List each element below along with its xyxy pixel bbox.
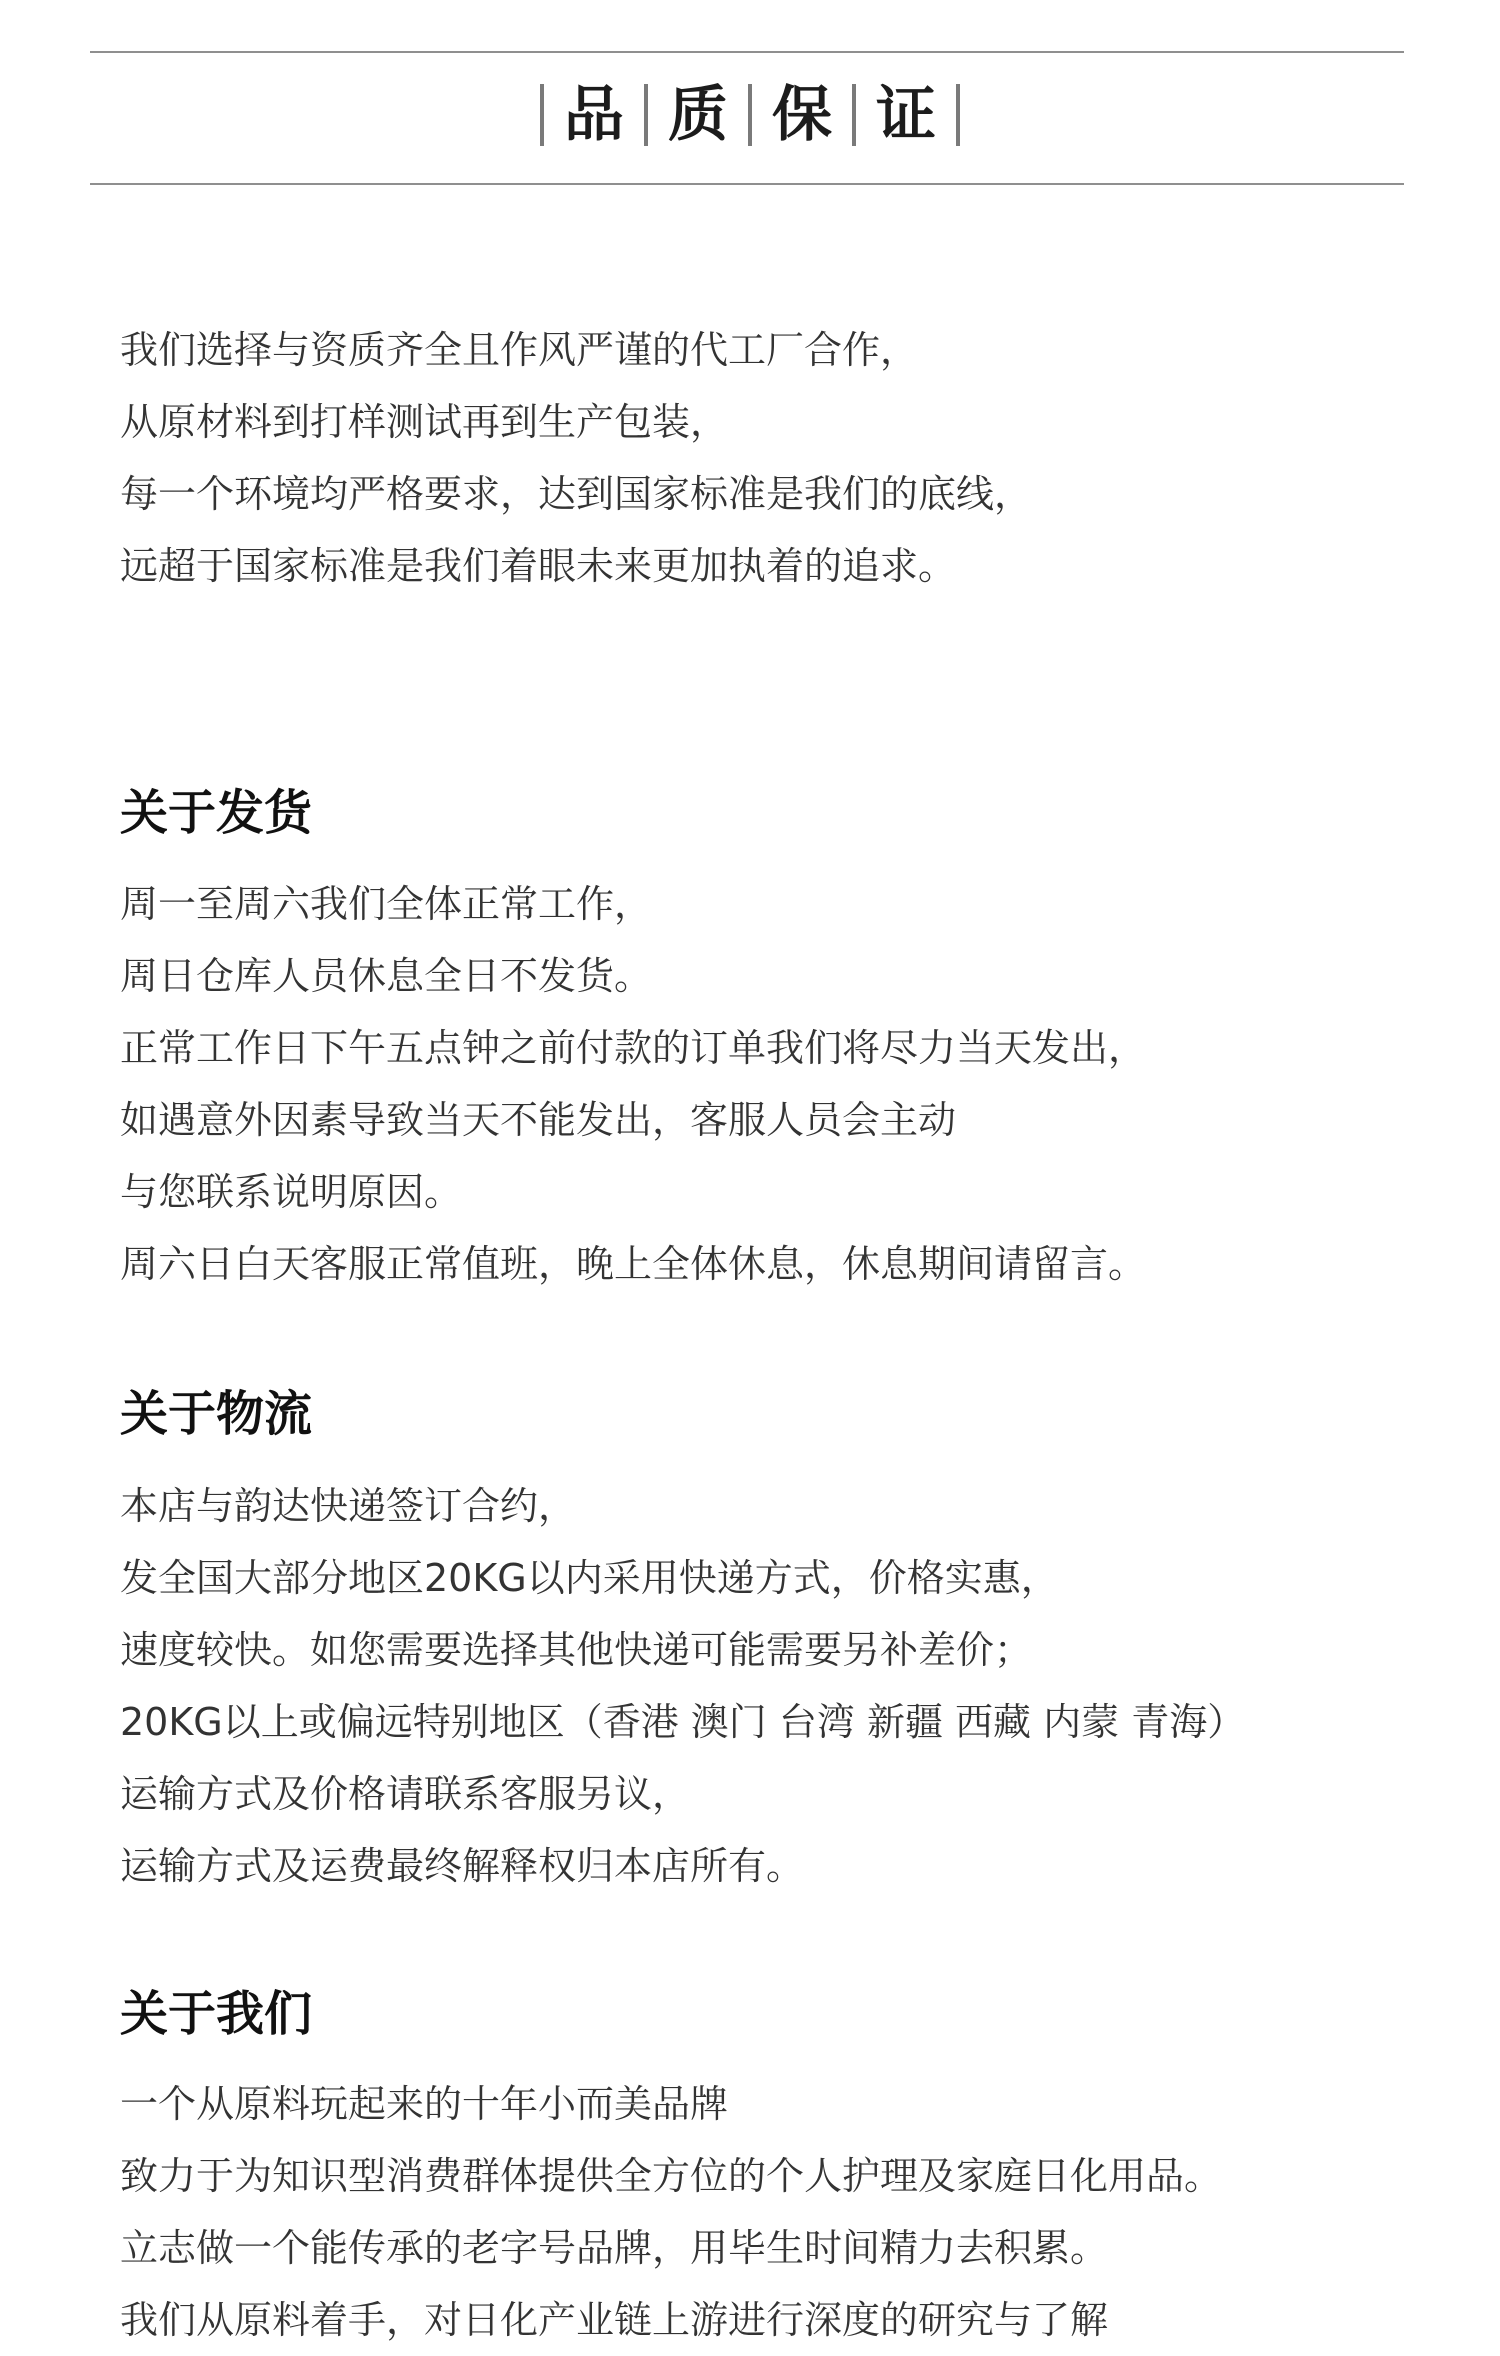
- title-char-4: 证: [876, 80, 936, 150]
- shipping-section-title: 关于发货: [120, 785, 313, 841]
- intro-paragraph: [120, 314, 1032, 602]
- shipping-line: 周日仓库人员休息全日不发货。: [120, 954, 653, 998]
- title-separator: [956, 84, 960, 146]
- title-char-3: 保: [772, 80, 832, 150]
- logistics-line: 运输方式及运费最终解释权归本店所有。: [120, 1844, 805, 1888]
- logistics-section-title: 关于物流: [120, 1386, 313, 1442]
- logistics-line: 本店与韵达快递签订合约，: [120, 1484, 577, 1528]
- intro-line: 从原材料到打样测试再到生产包装，: [120, 400, 729, 444]
- shipping-line: 与您联系说明原因。: [120, 1170, 463, 1214]
- about-section-title: 关于我们: [120, 1986, 313, 2042]
- logistics-paragraph: [120, 1470, 1245, 1902]
- about-line: 一个从原料玩起来的十年小而美品牌: [120, 2082, 729, 2126]
- shipping-line: 正常工作日下午五点钟之前付款的订单我们将尽力当天发出，: [120, 1026, 1147, 1070]
- shipping-line: 周六日白天客服正常值班，晚上全体休息，休息期间请留言。: [120, 1242, 1147, 1286]
- page-title: [0, 78, 1500, 152]
- title-char-2: 质: [668, 80, 728, 150]
- logistics-line: 运输方式及价格请联系客服另议，: [120, 1772, 691, 1816]
- logistics-line: 速度较快。如您需要选择其他快递可能需要另补差价；: [120, 1628, 1033, 1672]
- about-line: 立志做一个能传承的老字号品牌，用毕生时间精力去积累。: [120, 2226, 1109, 2270]
- title-char-1: 品: [564, 80, 624, 150]
- header-top-divider: [90, 51, 1404, 53]
- shipping-paragraph: [120, 868, 1146, 1300]
- intro-line: 每一个环境均严格要求，达到国家标准是我们的底线，: [120, 472, 1033, 516]
- shipping-line: 周一至周六我们全体正常工作，: [120, 882, 653, 926]
- logistics-line: 发全国大部分地区20KG以内采用快递方式，价格实惠，: [120, 1556, 1059, 1600]
- about-line: 我们从原料着手，对日化产业链上游进行深度的研究与了解: [120, 2298, 1109, 2342]
- intro-line: 远超于国家标准是我们着眼未来更加执着的追求。: [120, 544, 957, 588]
- shipping-line: 如遇意外因素导致当天不能发出，客服人员会主动: [120, 1098, 957, 1142]
- intro-line: 我们选择与资质齐全且作风严谨的代工厂合作，: [120, 328, 919, 372]
- about-paragraph: [120, 2068, 1222, 2356]
- header-bottom-divider: [90, 183, 1404, 185]
- about-line: 致力于为知识型消费群体提供全方位的个人护理及家庭日化用品。: [120, 2154, 1223, 2198]
- logistics-line: 20KG以上或偏远特别地区（香港 澳门 台湾 新疆 西藏 内蒙 青海）: [120, 1700, 1246, 1744]
